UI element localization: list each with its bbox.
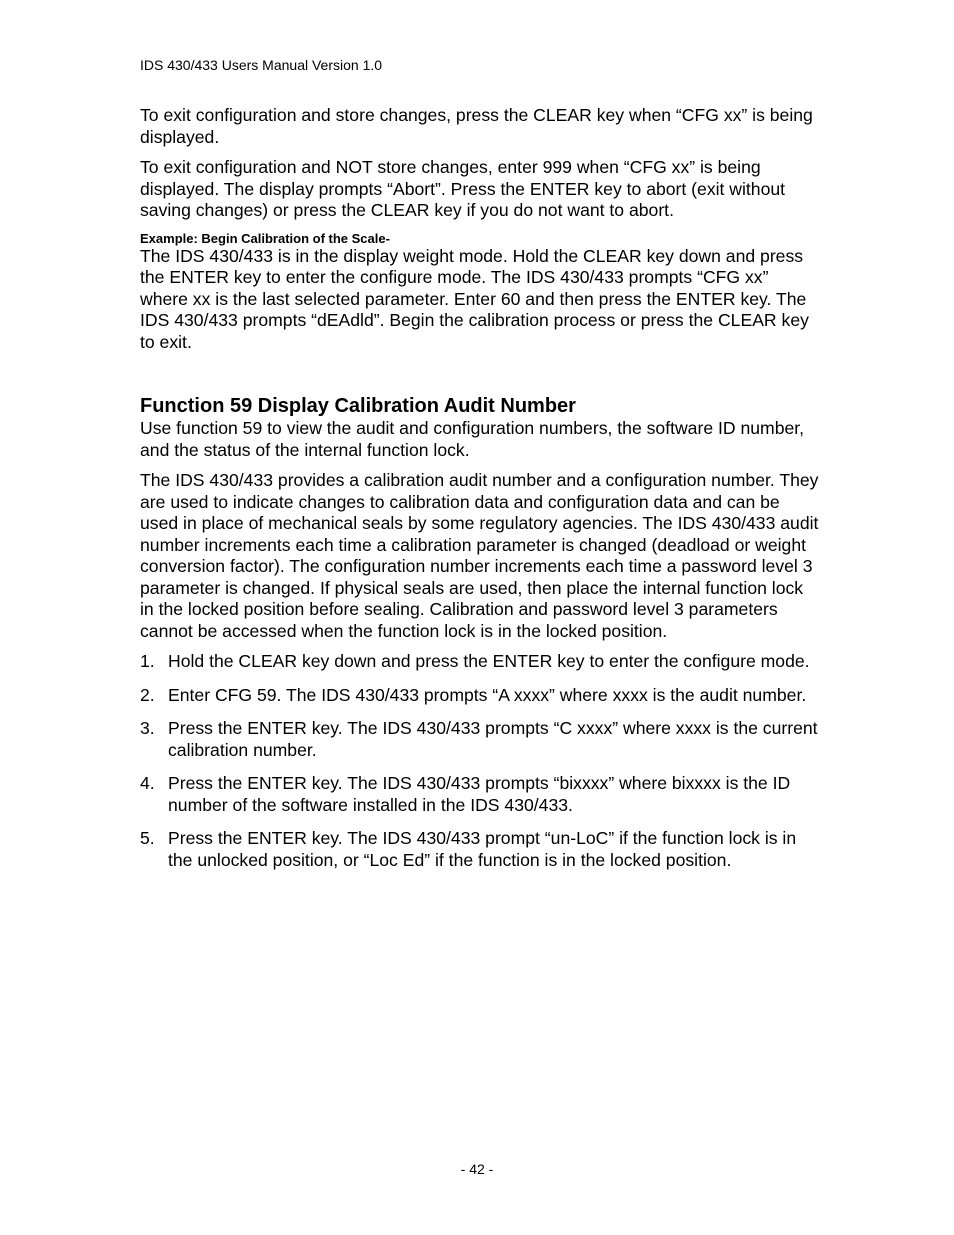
list-item (140, 773, 820, 816)
paragraph-function-59-description: The IDS 430/433 provides a calibration audit number and a configuration number. They are used to indicate changes to calibration data and configuration data and can be used in place of mechanical seals by some regulatory agencies. The IDS 430/433 audit number increments each time a calibration parameter is changed (deadload or weight conversion factor). The configuration number increments each time a password level 3 parameter is changed. If physical seals are used, then place the internal function lock in the locked position before sealing. Calibration and password level 3 parameters cannot be accessed when the function lock is in the locked position. (140, 470, 819, 641)
list-item (140, 718, 820, 761)
list-item (140, 828, 820, 871)
document-header: IDS 430/433 Users Manual Version 1.0 (140, 57, 383, 73)
example-heading: Example: Begin Calibration of the Scale- (140, 230, 390, 246)
list-item-text: Hold the CLEAR key down and press the ENTER key to enter the configure mode. (168, 651, 810, 671)
paragraph-exit-store: To exit configuration and store changes, press the CLEAR key when “CFG xx” is being displayed. (140, 105, 813, 147)
list-item-text: Press the ENTER key. The IDS 430/433 prompts “bixxxx” where bixxxx is the ID number of the software installed in the IDS 430/433. (168, 773, 791, 815)
list-item-number: 2. (140, 684, 155, 705)
section-heading-function-59: Function 59 Display Calibration Audit Number (140, 395, 576, 417)
list-item-text: Press the ENTER key. The IDS 430/433 prompt “un-LoC” if the function lock is in the unlocked position, or “Loc Ed” if the function is in the locked position. (168, 828, 797, 870)
page-number: - 42 - (460, 1161, 494, 1177)
document-body (140, 105, 820, 883)
paragraph-example-body: The IDS 430/433 is in the display weight mode. Hold the CLEAR key down and press the ENTER key to enter the configure mode. The IDS 430/433 prompts “CFG xx” where xx is the last selected parameter. Enter 60 and then press the ENTER key. The IDS 430/433 prompts “dEAdld”. Begin the calibration process or press the CLEAR key to exit. (140, 245, 809, 352)
list-item-number: 4. (140, 773, 155, 793)
list-item-number: 1. (140, 651, 155, 671)
list-item-number: 3. (140, 718, 155, 738)
list-item-text: Press the ENTER key. The IDS 430/433 prompts “C xxxx” where xxxx is the current calibration number. (168, 718, 818, 760)
list-item (140, 651, 820, 673)
list-item-text: Enter CFG 59. The IDS 430/433 prompts “A xxxx” where xxxx is the audit number. (168, 684, 807, 705)
paragraph-exit-no-store: To exit configuration and NOT store changes, enter 999 when “CFG xx” is being displayed. The display prompts “Abort”. Press the ENTER key to abort (exit without saving changes) or press the CLEAR key if you do not want to abort. (140, 157, 786, 220)
list-item (140, 685, 820, 707)
list-item-number: 5. (140, 828, 155, 848)
paragraph-function-59-intro: Use function 59 to view the audit and configuration numbers, the software ID number, and the status of the internal function lock. (140, 418, 805, 460)
steps-list (140, 651, 820, 871)
